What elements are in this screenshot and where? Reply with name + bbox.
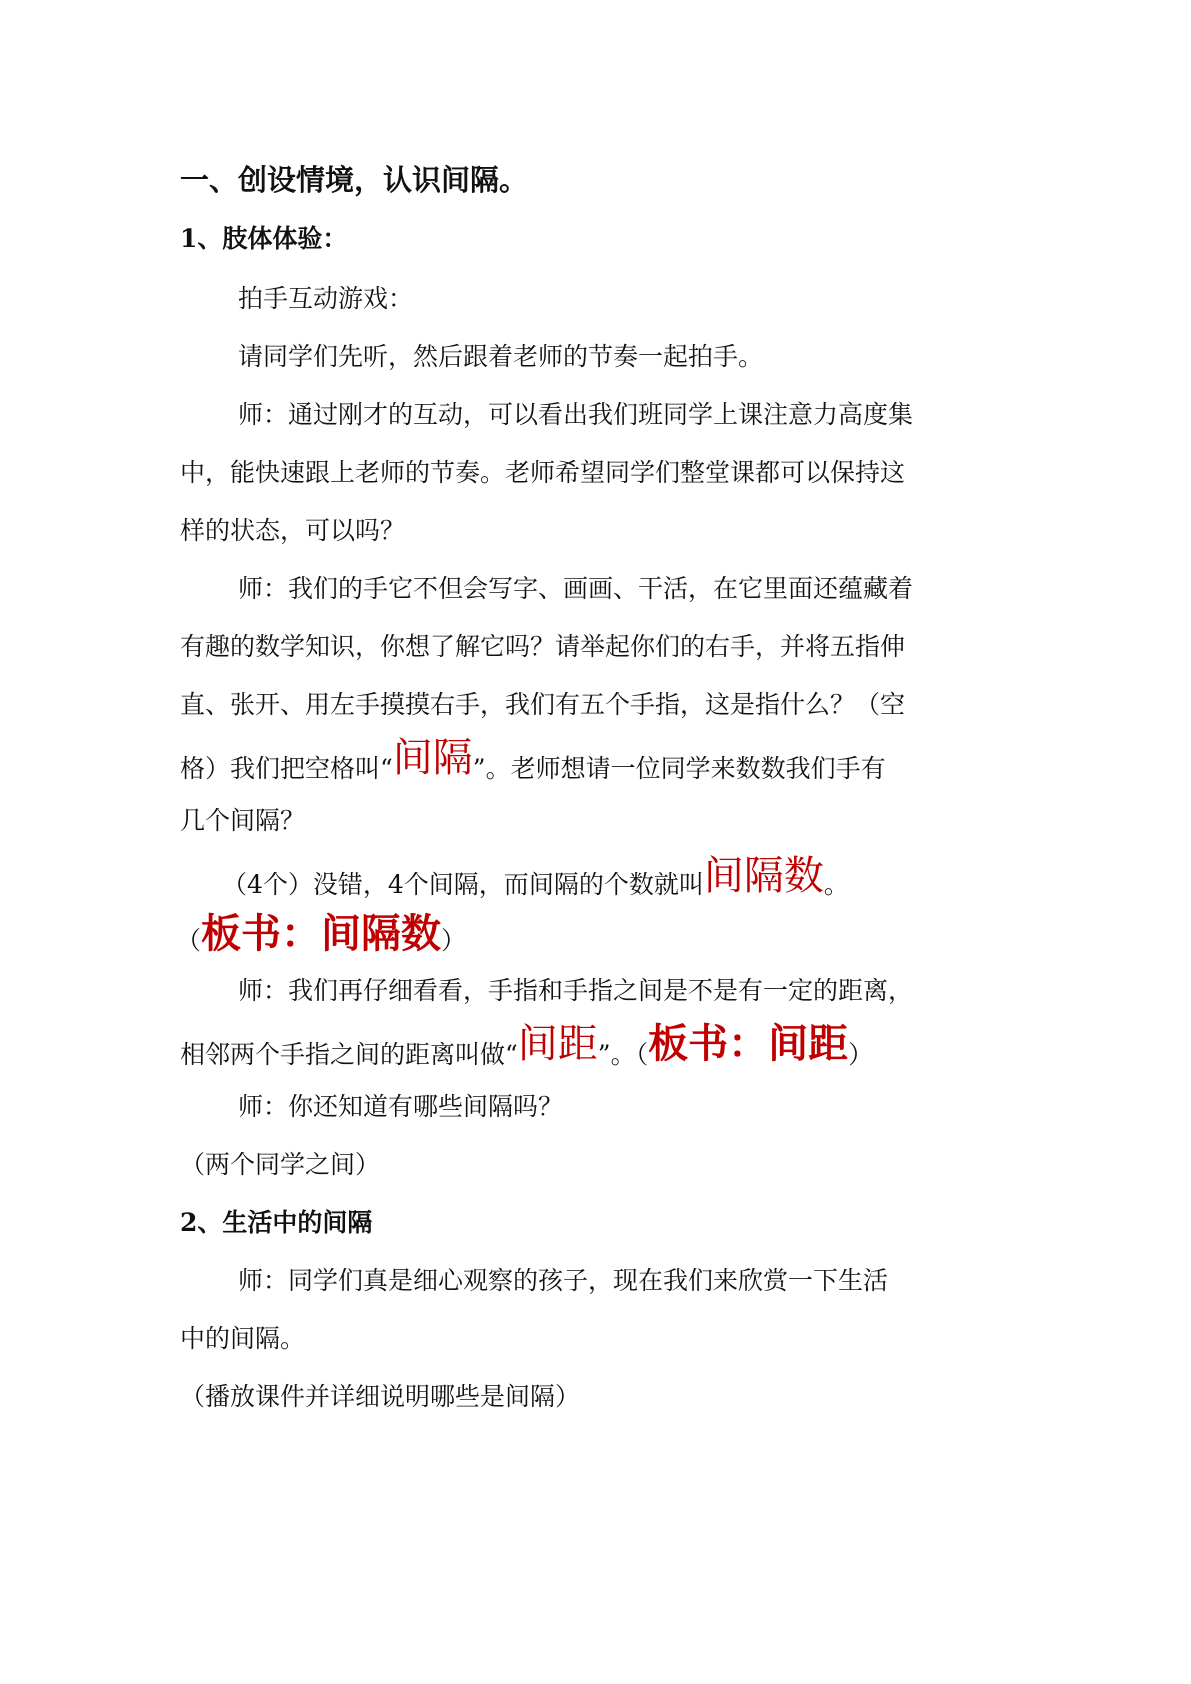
para4-line2 xyxy=(180,1020,874,1070)
para1-line1: 师：通过刚才的互动，可以看出我们班同学上课注意力高度集 xyxy=(238,400,914,429)
para4-line2-e: ） xyxy=(848,1040,874,1069)
para1-line2: 中，能快速跟上老师的节奏。老师希望同学们整堂课都可以保持这 xyxy=(180,458,906,487)
para2-line4-c: ”。老师想请一位同学来数数我们手有 xyxy=(472,754,886,783)
board1-open: （ xyxy=(176,926,202,955)
para3-a: （4个）没错，4个间隔，而间隔的个数就叫 xyxy=(222,870,704,899)
board-note-jianju: 板书：间距 xyxy=(648,1020,849,1067)
para2-line5: 几个间隔？ xyxy=(180,806,306,835)
para4-line2-c: ”。（ xyxy=(597,1040,649,1069)
para2-line4 xyxy=(180,735,886,784)
para3-c: 。 xyxy=(823,870,849,899)
game-title: 拍手互动游戏： xyxy=(238,284,414,313)
para8: （播放课件并详细说明哪些是间隔） xyxy=(180,1382,581,1411)
para4-line2-a: 相邻两个手指之间的距离叫做“ xyxy=(180,1040,518,1069)
para4-line1: 师：我们再仔细看看，手指和手指之间是不是有一定的距离， xyxy=(238,976,914,1005)
term-jiangeshu: 间隔数 xyxy=(703,853,824,899)
heading-1: 一、创设情境，认识间隔。 xyxy=(180,163,529,197)
section-1-title: 1、肢体体验： xyxy=(180,224,348,253)
para2-line2: 有趣的数学知识，你想了解它吗？请举起你们的右手，并将五指伸 xyxy=(180,632,906,661)
game-instruction: 请同学们先听，然后跟着老师的节奏一起拍手。 xyxy=(238,342,764,371)
para2-line1: 师：我们的手它不但会写字、画画、干活，在它里面还蕴藏着 xyxy=(238,574,914,603)
para1-line3: 样的状态，可以吗？ xyxy=(180,516,406,545)
para2-line4-a: 格）我们把空格叫“ xyxy=(180,754,393,783)
board-note-jiangeshu xyxy=(176,910,467,957)
board1-text: 板书：间隔数 xyxy=(201,910,442,957)
para6: （两个同学之间） xyxy=(180,1150,381,1179)
para7-line2: 中的间隔。 xyxy=(180,1324,306,1353)
section-2-title: 2、生活中的间隔 xyxy=(180,1208,373,1237)
para2-line3: 直、张开、用左手摸摸右手，我们有五个手指，这是指什么？（空 xyxy=(180,690,906,719)
term-jianju: 间距 xyxy=(517,1021,598,1067)
term-jiange: 间隔 xyxy=(392,735,473,781)
para7-line1: 师：同学们真是细心观察的孩子，现在我们来欣赏一下生活 xyxy=(238,1266,889,1295)
board1-close: ） xyxy=(441,926,467,955)
para5: 师：你还知道有哪些间隔吗？ xyxy=(238,1092,564,1121)
para3 xyxy=(222,853,849,900)
